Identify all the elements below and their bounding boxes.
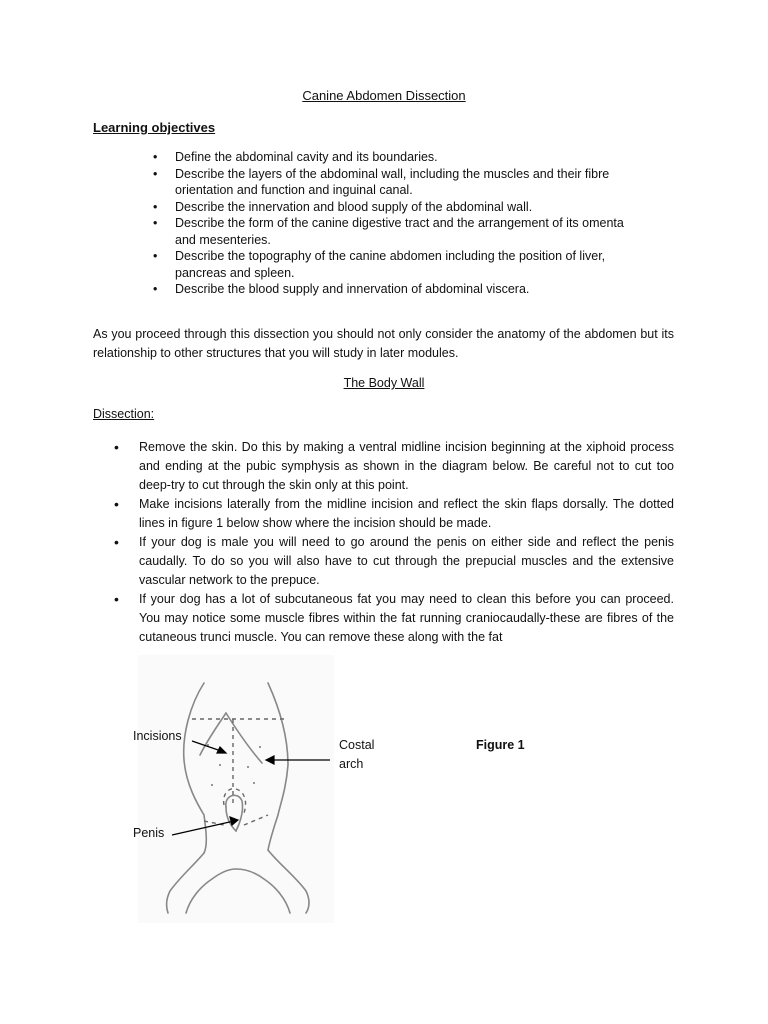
dissection-step: • Make incisions laterally from the midline incision and reflect the skin flaps dorsally. The dotted lines in figure 1 below show where the incision should be made. — [112, 495, 674, 533]
dissection-step: • If your dog is male you will need to go around the penis on either side and reflect the penis caudally. To do so you will also have to cut through the prepucial muscles and the extensive vascular network to the prepuce. — [112, 533, 674, 590]
dissection-step: • If your dog has a lot of subcutaneous fat you may need to clean this before you can proceed. You may notice some muscle fibres within the fat running craniocaudally-these are fibres of the cutaneous trunci muscle. You can remove these along with the fat — [112, 590, 674, 647]
dog-abdomen-diagram — [120, 655, 540, 925]
label-costal: Costal — [339, 738, 375, 752]
objective-item: • Describe the blood supply and innervation of abdominal viscera. — [147, 281, 647, 298]
objective-item: • Describe the innervation and blood supply of the abdominal wall. — [147, 199, 647, 216]
objective-item: • Describe the layers of the abdominal wall, including the muscles and their fibre orientation and function and inguinal canal. — [147, 166, 647, 199]
section-title: The Body Wall — [343, 376, 425, 390]
dissection-heading: Dissection: — [93, 407, 155, 421]
objectives-list — [147, 149, 647, 298]
dissection-steps-list — [112, 438, 674, 647]
label-incisions: Incisions — [133, 729, 182, 743]
figure-caption: Figure 1 — [476, 738, 525, 752]
dissection-step: • Remove the skin. Do this by making a ventral midline incision beginning at the xiphoid process and ending at the pubic symphysis as shown in the diagram below. Be careful not to cut too deep-try to cut through the skin only at this point. — [112, 438, 674, 495]
objective-item: • Describe the topography of the canine abdomen including the position of liver, pancreas and spleen. — [147, 248, 647, 281]
objective-item: • Describe the form of the canine digestive tract and the arrangement of its omenta and mesenteries. — [147, 215, 647, 248]
label-penis: Penis — [133, 826, 165, 840]
intro-paragraph: As you proceed through this dissection you should not only consider the anatomy of the abdomen but its relationship to other structures that you will study in later modules. — [93, 327, 674, 360]
objective-item: • Define the abdominal cavity and its boundaries. — [147, 149, 647, 166]
label-arch: arch — [339, 757, 364, 771]
document-title: Canine Abdomen Dissection — [302, 88, 466, 103]
diagram-background — [138, 655, 334, 923]
objectives-heading: Learning objectives — [93, 120, 216, 135]
